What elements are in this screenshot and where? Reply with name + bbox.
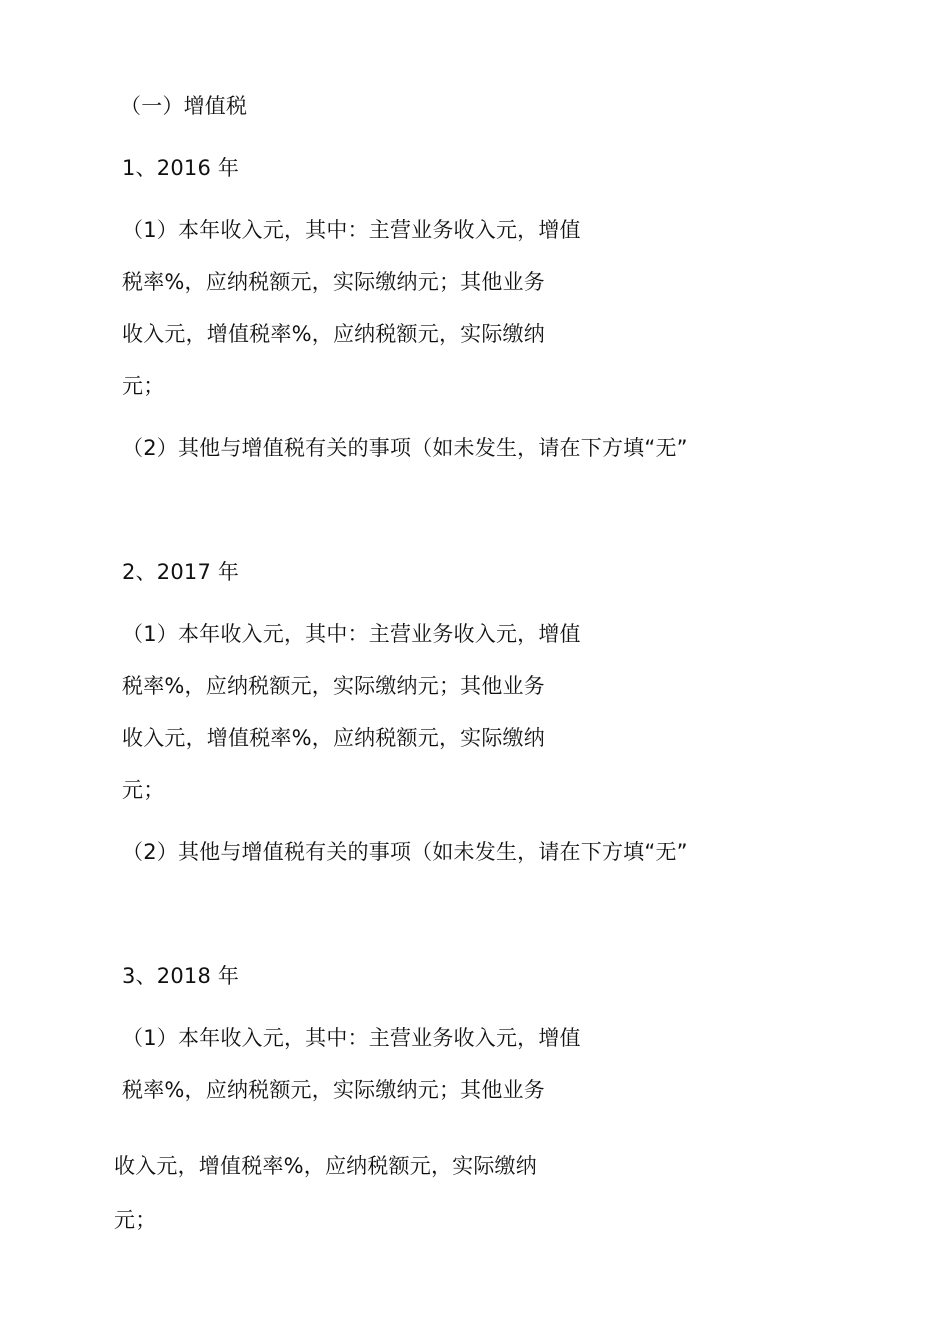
item1-line2-2016: 税率%，应纳税额元，实际缴纳元；其他业务 xyxy=(122,270,545,294)
item1-line2-2017: 税率%，应纳税额元，实际缴纳元；其他业务 xyxy=(122,674,545,698)
section-heading: （一）增值税 xyxy=(120,94,248,118)
item1-line2-2018: 税率%，应纳税额元，实际缴纳元；其他业务 xyxy=(122,1078,545,1102)
item1-line1-2016: （1）本年收入元，其中：主营业务收入元，增值 xyxy=(122,218,581,242)
item1-line3-2018: 收入元，增值税率%，应纳税额元，实际缴纳 xyxy=(114,1154,537,1178)
item1-line1-2018: （1）本年收入元，其中：主营业务收入元，增值 xyxy=(122,1026,581,1050)
item1-line4-2016: 元； xyxy=(122,374,165,398)
year-title-2018: 3、2018 年 xyxy=(122,964,240,988)
item1-line4-2018: 元； xyxy=(114,1208,157,1232)
item1-line3-2016: 收入元，增值税率%，应纳税额元，实际缴纳 xyxy=(122,322,545,346)
item1-line4-2017: 元； xyxy=(122,778,165,802)
item1-line3-2017: 收入元，增值税率%，应纳税额元，实际缴纳 xyxy=(122,726,545,750)
year-title-2016: 1、2016 年 xyxy=(122,156,240,180)
item2-2016: （2）其他与增值税有关的事项（如未发生，请在下方填“无” xyxy=(122,436,688,460)
year-title-2017: 2、2017 年 xyxy=(122,560,240,584)
item1-line1-2017: （1）本年收入元，其中：主营业务收入元，增值 xyxy=(122,622,581,646)
item2-2017: （2）其他与增值税有关的事项（如未发生，请在下方填“无” xyxy=(122,840,688,864)
